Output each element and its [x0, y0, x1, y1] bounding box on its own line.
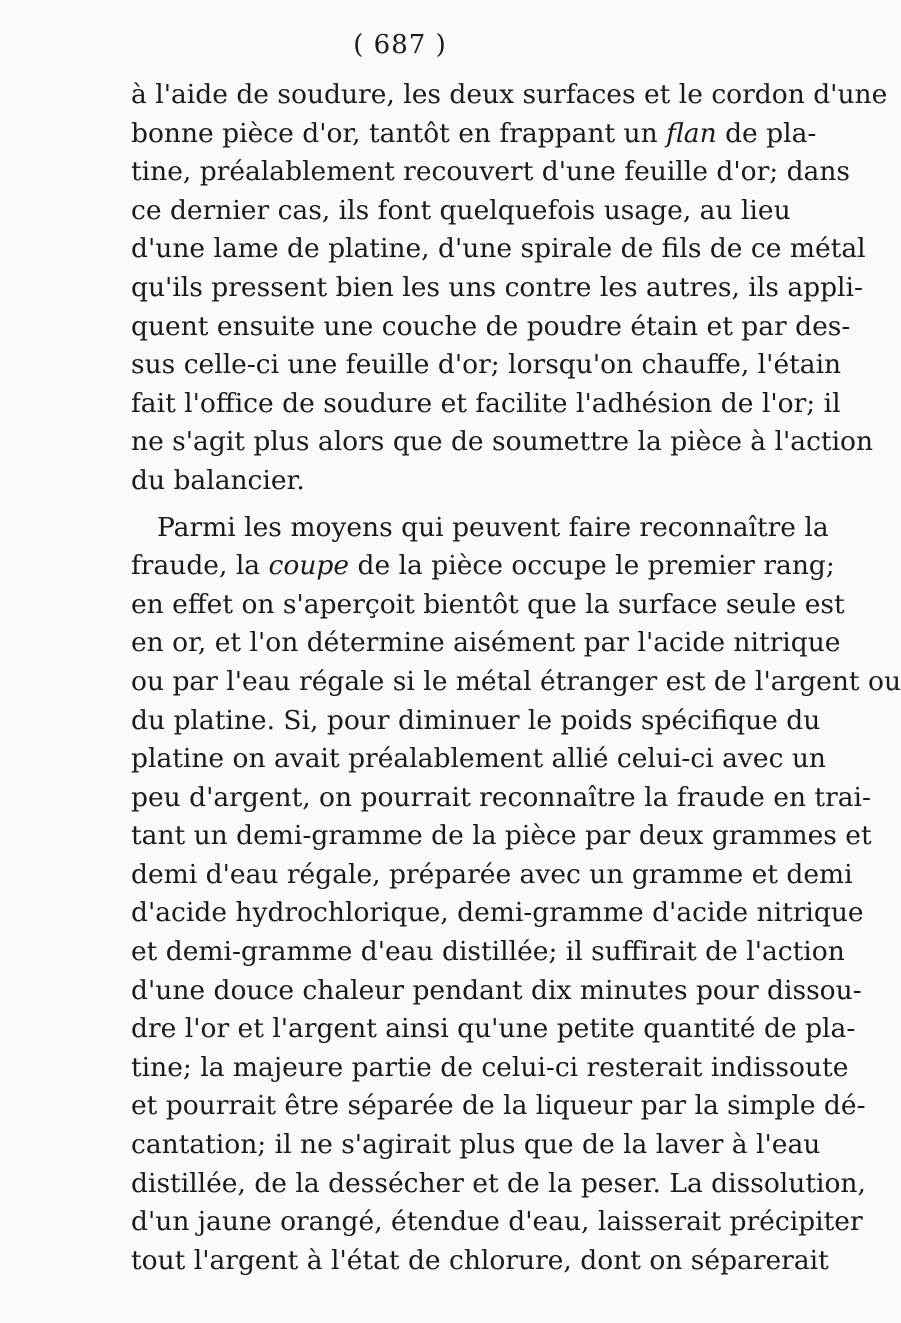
text-line: ne s'agit plus alors que de soumettre la pièce à l'action [131, 426, 874, 458]
text-line: fraude, la coupe de la pièce occupe le premier rang; [131, 550, 835, 582]
text-line: d'acide hydrochlorique, demi-gramme d'acide nitrique [131, 897, 864, 929]
text-line: et demi-gramme d'eau distillée; il suffirait de l'action [131, 936, 845, 968]
text-line: d'un jaune orangé, étendue d'eau, laisserait précipiter [131, 1206, 863, 1238]
page-number: ( 687 ) [353, 30, 447, 60]
text-line: cantation; il ne s'agirait plus que de la laver à l'eau [131, 1129, 821, 1161]
text-line: tant un demi-gramme de la pièce par deux grammes et [131, 820, 872, 852]
text-line: tine; la majeure partie de celui-ci resterait indissoute [131, 1051, 849, 1083]
text-line: et pourrait être séparée de la liqueur par la simple dé- [131, 1090, 866, 1122]
text-line: à l'aide de soudure, les deux surfaces et le cordon d'une [131, 79, 888, 110]
text-line: d'une lame de platine, d'une spirale de fils de ce métal [131, 233, 866, 265]
text-line: demi d'eau régale, préparée avec un gramme et demi [131, 858, 853, 890]
text-line: sus celle-ci une feuille d'or; lorsqu'on chauffe, l'étain [131, 349, 842, 381]
text-line: tine, préalablement recouvert d'une feuille d'or; dans [131, 156, 851, 188]
text-line: en or, et l'on détermine aisément par l'acide nitrique [131, 627, 841, 659]
italic-term: coupe [268, 550, 350, 582]
text-line: fait l'office de soudure et facilite l'adhésion de l'or; il [131, 387, 841, 419]
text-line: Parmi les moyens qui peuvent faire reconnaître la [157, 511, 829, 543]
text-line: en effet on s'aperçoit bientôt que la surface seule est [131, 588, 845, 620]
text-line: ce dernier cas, ils font quelquefois usage, au lieu [131, 194, 791, 226]
text-line: dre l'or et l'argent ainsi qu'une petite quantité de pla- [131, 1013, 856, 1045]
text-line: ou par l'eau régale si le métal étranger est de l'argent ou [131, 665, 901, 697]
text-line: peu d'argent, on pourrait reconnaître la fraude en trai- [131, 781, 871, 813]
text-line: platine on avait préalablement allié celui-ci avec un [131, 743, 826, 775]
paragraph-gap [131, 501, 743, 509]
italic-term: flan [666, 117, 717, 149]
text-line: bonne pièce d'or, tantôt en frappant un flan de pla- [131, 117, 817, 149]
body-text [131, 76, 901, 1280]
text-line: d'une douce chaleur pendant dix minutes pour dissou- [131, 974, 862, 1006]
paragraph-2 [131, 509, 901, 1281]
text-line: du balancier. [131, 464, 305, 496]
text-line: distillée, de la dessécher et de la peser. La dissolution, [131, 1167, 866, 1199]
paragraph-1 [131, 76, 888, 501]
text-line: qu'ils pressent bien les uns contre les autres, ils appli- [131, 271, 863, 303]
text-line: du platine. Si, pour diminuer le poids spécifique du [131, 704, 821, 736]
text-line: quent ensuite une couche de poudre étain et par des- [131, 310, 851, 342]
text-line: tout l'argent à l'état de chlorure, dont on séparerait [131, 1244, 829, 1276]
